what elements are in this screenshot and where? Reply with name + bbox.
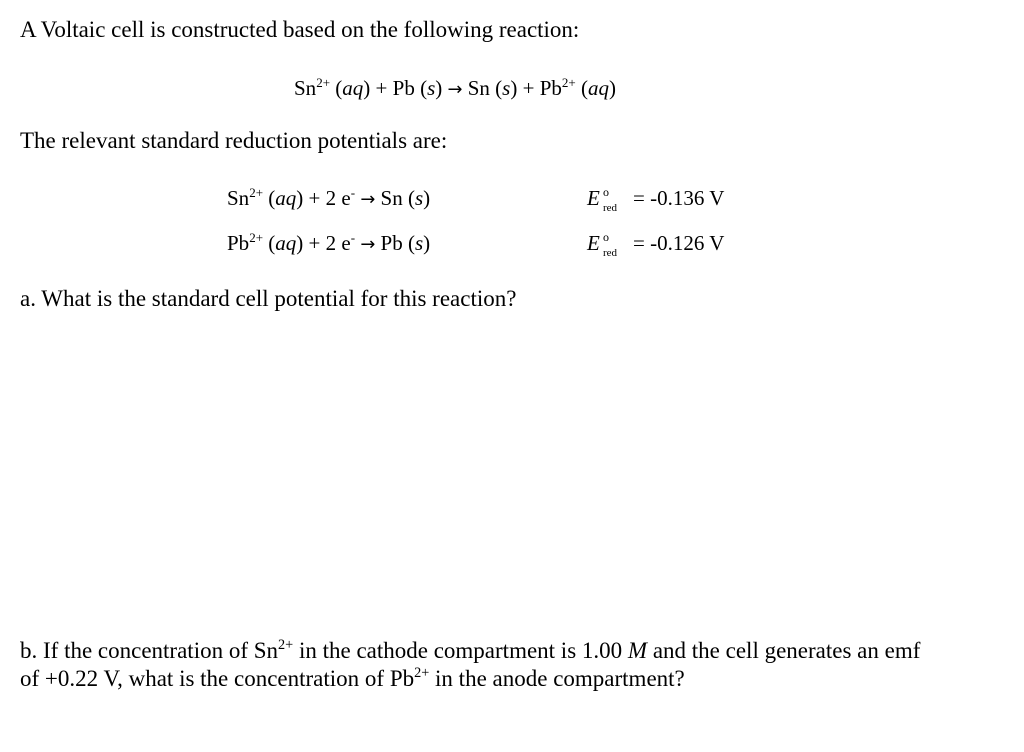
half-reaction-pb: $Pb^{2+}$ (aq) + 2 e- → Pb (s)	[227, 229, 431, 255]
overall-reaction: $Sn^{2+}$ (aq) + Pb (s) → Sn $(s) + Pb^{2+}$ (aq)	[294, 74, 616, 100]
half-reaction-sn: $Sn^{2+}$ (aq) + 2 e- → Sn (s)	[227, 184, 431, 210]
question-b-line2: of +0.22 V, what is the concentration of $Pb^{2+}$ in the anode compartment?	[20, 665, 685, 691]
intro-text: A Voltaic cell is constructed based on the following reaction:	[20, 17, 580, 42]
potential-pb: E o red = -0.126 V	[587, 230, 725, 259]
potential-sn: E o red = -0.136 V	[587, 185, 725, 214]
potentials-intro: The relevant standard reduction potentials are:	[20, 128, 448, 153]
question-a: a. What is the standard cell potential for this reaction?	[20, 286, 517, 311]
question-b-line1: b. If the concentration of $Sn^{2+}$ in the cathode compartment is 1.00 M and the cell generates an emf	[20, 637, 921, 663]
